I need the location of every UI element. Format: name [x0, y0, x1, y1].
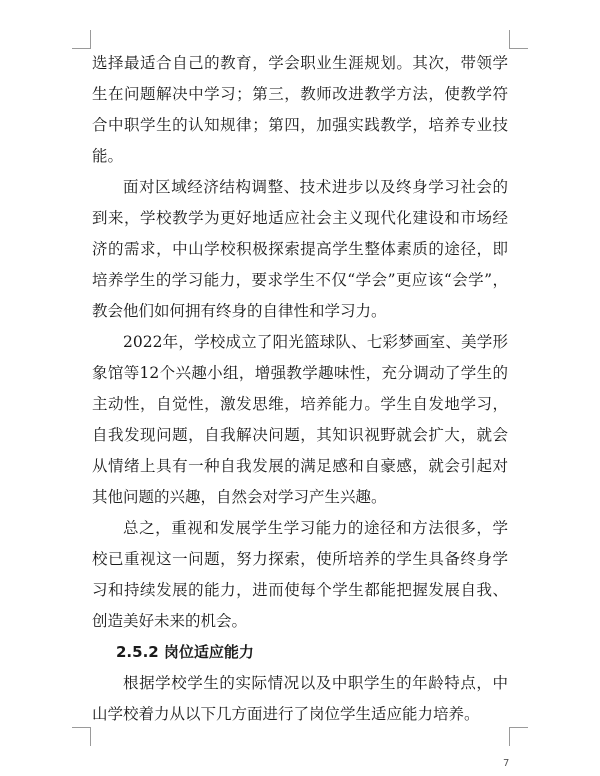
crop-mark-top-right: [509, 30, 528, 49]
paragraph-4: 总之，重视和发展学生学习能力的途径和方法很多，学校已重视这一问题，努力探索，使所培养的学生具备终身学习和持续发展的能力，进而使每个学生都能把握发展自我、创造美好未来的机会。: [92, 519, 508, 630]
crop-mark-top-left: [72, 30, 91, 49]
document-body: [92, 48, 508, 730]
paragraph-3: 2022年，学校成立了阳光篮球队、七彩梦画室、美学形象馆等12个兴趣小组，增强教学趣味性，充分调动了学生的主动性，自觉性，激发思维，培养能力。学生自发地学习，自我发现问题，自我解决问题，其知识视野就会扩大，就会从情绪上具有一种自我发展的满足感和自豪感，就会引起对其他问题的兴趣，自然会对学习产生兴趣。: [92, 333, 508, 506]
paragraph-5: 根据学校学生的实际情况以及中职学生的年龄特点，中山学校着力从以下几方面进行了岗位学生适应能力培养。: [92, 674, 508, 723]
section-heading: 2.5.2 岗位适应能力: [116, 643, 254, 661]
paragraph-1: 选择最适合自己的教育，学会职业生涯规划。其次，带领学生在问题解决中学习；第三，教师改进教学方法，使教学符合中职学生的认知规律；第四，加强实践教学，培养专业技能。: [92, 54, 508, 165]
page-number: 7: [503, 758, 510, 769]
crop-mark-bottom-right: [509, 727, 528, 746]
crop-mark-bottom-left: [72, 727, 91, 746]
paragraph-2: 面对区域经济结构调整、技术进步以及终身学习社会的到来，学校教学为更好地适应社会主义现代化建设和市场经济的需求，中山学校积极探索提高学生整体素质的途径，即培养学生的学习能力，要求学生不仅“学会”更应该“会学”，教会他们如何拥有终身的自律性和学习力。: [92, 178, 508, 320]
